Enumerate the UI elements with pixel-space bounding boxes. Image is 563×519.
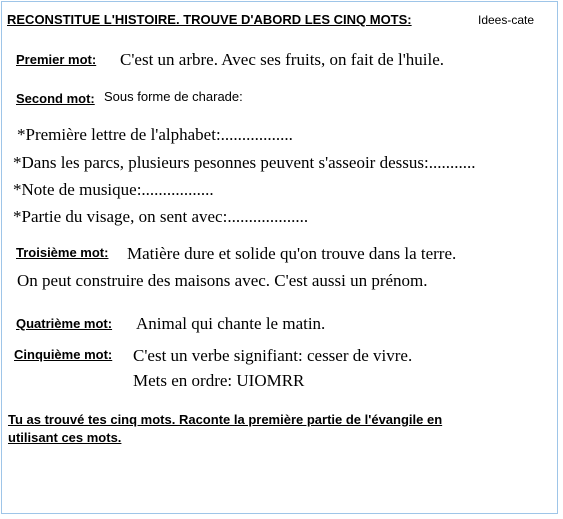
mot3-label: Troisième mot: [16,245,109,260]
mot3-clue-line-2: On peut construire des maisons avec. C'est aussi un prénom. [17,271,428,290]
mot4-label: Quatrième mot: [16,316,113,331]
source-label: Idees-cate [478,13,535,27]
charade-line-2: *Dans les parcs, plusieurs pesonnes peuvent s'asseoir dessus:........... [13,153,476,172]
instruction-line-2: utilisant ces mots. [8,430,122,445]
mot1-label: Premier mot: [16,52,97,67]
mot2-intro: Sous forme de charade: [104,89,243,104]
worksheet-title: RECONSTITUE L'HISTOIRE. TROUVE D'ABORD LES CINQ MOTS: [7,12,412,27]
charade-line-1: *Première lettre de l'alphabet:................. [17,125,293,144]
mot5-clue-line-1: C'est un verbe signifiant: cesser de vivre. [133,346,413,365]
mot3-clue-line-1: Matière dure et solide qu'on trouve dans la terre. [127,244,457,263]
mot5-clue-line-2: Mets en ordre: UIOMRR [133,371,305,390]
mot1-clue: C'est un arbre. Avec ses fruits, on fait de l'huile. [120,50,445,69]
charade-line-3: *Note de musique:................. [13,180,214,199]
instruction-line-1: Tu as trouvé tes cinq mots. Raconte la première partie de l'évangile en [8,412,443,427]
mot5-label: Cinquième mot: [14,347,113,362]
mot4-clue: Animal qui chante le matin. [136,314,326,333]
charade-line-4: *Partie du visage, on sent avec:................... [13,207,309,226]
mot2-label: Second mot: [16,91,95,106]
